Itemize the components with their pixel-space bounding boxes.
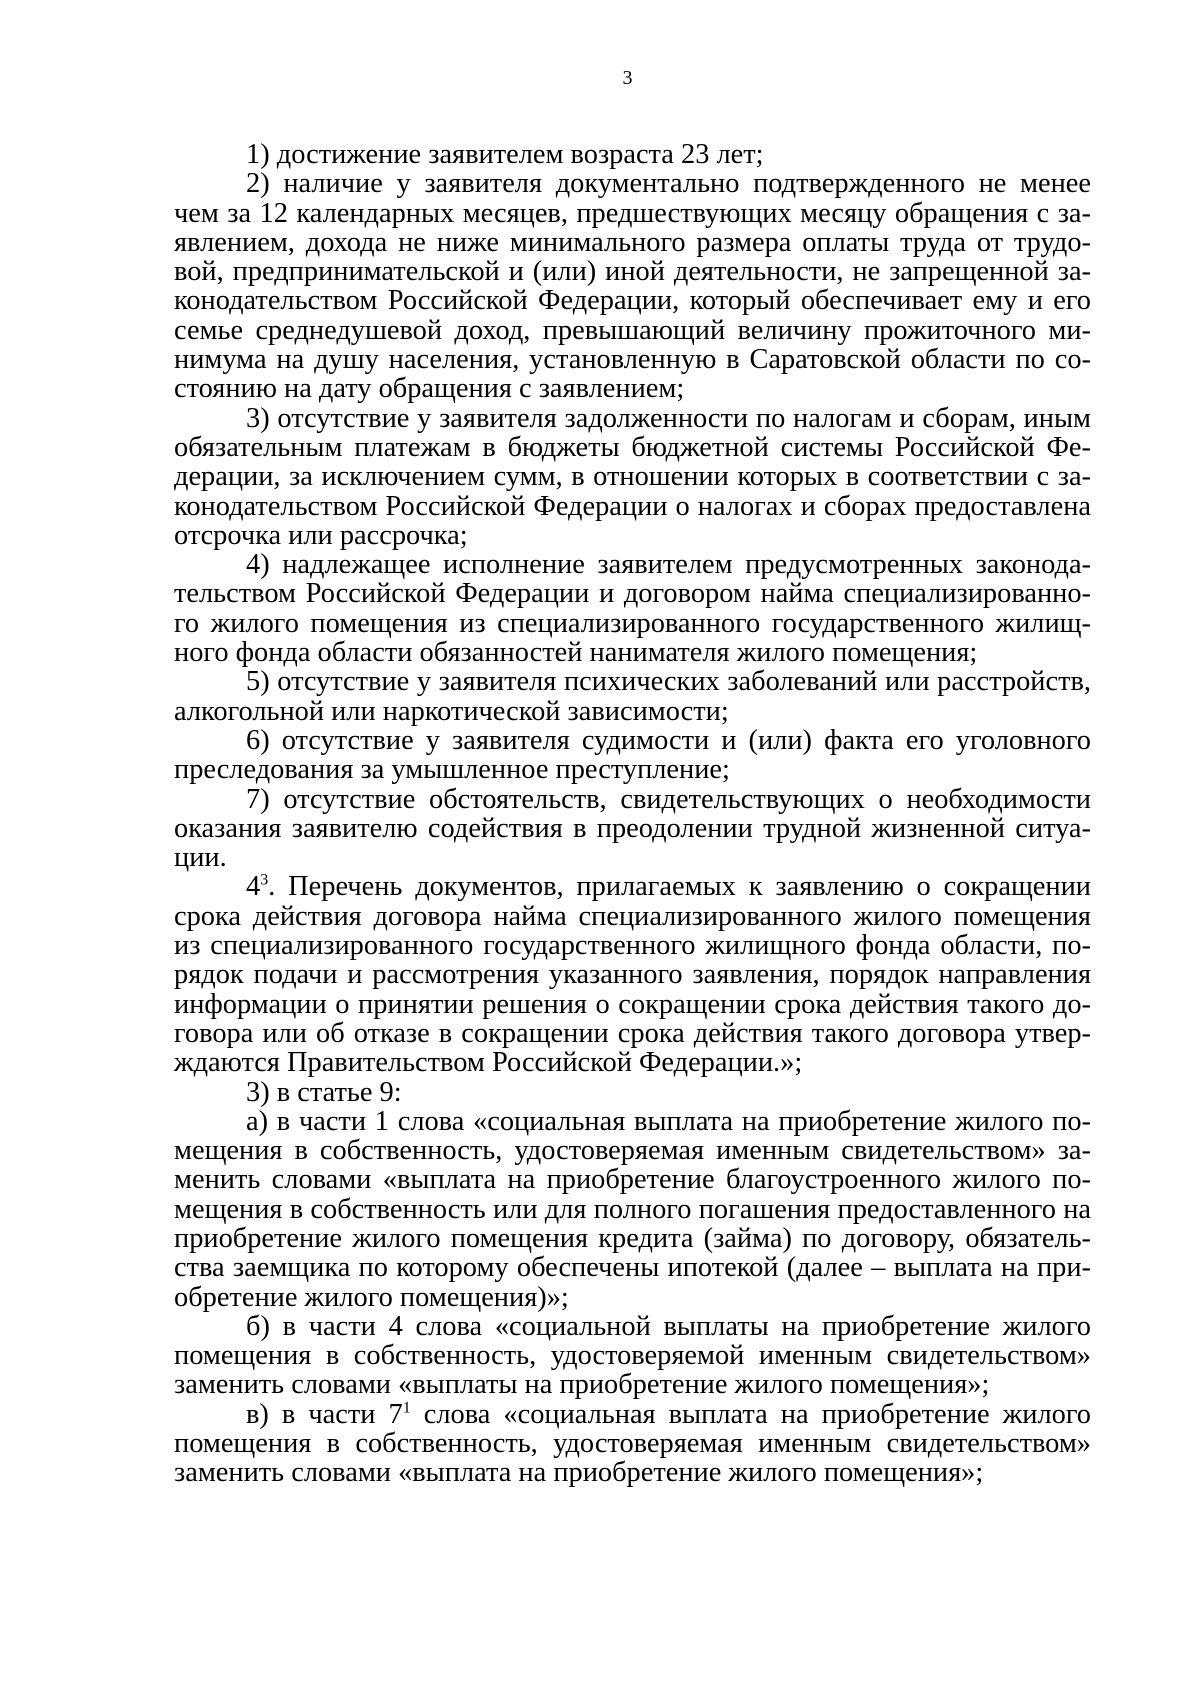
paragraph-line: алкогольной или наркотической зависимости; bbox=[174, 695, 729, 727]
paragraph-line: 6) отсутствие у заявителя судимости и (или) факта его уголовного bbox=[246, 724, 1091, 756]
clause-4-3-line: срока действия договора найма специализированного жилого помещения bbox=[174, 900, 1091, 932]
paragraph-line: 5) отсутствие у заявителя психических заболеваний или расстройств, bbox=[246, 666, 1091, 698]
paragraph-line: семье среднедушевой доход, превышающий величину прожиточного ми- bbox=[174, 314, 1091, 346]
item-b-line: б) в части 4 слова «социальной выплаты на приобретение жилого bbox=[246, 1310, 1091, 1342]
item-a-line: мещения в собственность или для полного погашения предоставленного на bbox=[174, 1193, 1091, 1225]
paragraph-p2 bbox=[174, 169, 1091, 403]
paragraph-line: вой, предпринимательской и (или) иной деятельности, не запрещенной за- bbox=[174, 256, 1091, 288]
item-v-line: заменить словами «выплата на приобретение жилого помещения»; bbox=[174, 1457, 984, 1489]
paragraph-line: дерации, за исключением сумм, в отношении которых в соответствии с за- bbox=[174, 461, 1091, 493]
paragraph-line: конодательством Российской Федерации, который обеспечивает ему и его bbox=[174, 285, 1091, 317]
paragraph-line: ного фонда области обязанностей нанимателя жилого помещения; bbox=[174, 637, 978, 669]
clause-4-3-line: информации о принятии решения о сокращении срока действия такого до- bbox=[174, 988, 1091, 1020]
item-a-line: приобретение жилого помещения кредита (займа) по договору, обязатель- bbox=[174, 1222, 1091, 1254]
paragraph-line: оказания заявителю содействия в преодолении трудной жизненной ситуа- bbox=[174, 812, 1091, 844]
paragraph-p4 bbox=[174, 550, 1091, 667]
clause-4-3-line: рядок подачи и рассмотрения указанного заявления, порядок направления bbox=[174, 959, 1091, 991]
paragraph-line: стоянию на дату обращения с заявлением; bbox=[174, 373, 685, 405]
item-a-line: мещения в собственность, удостоверяемая именным свидетельством» за- bbox=[174, 1135, 1091, 1167]
article-9-amendments bbox=[174, 1078, 1091, 1488]
paragraph-line: чем за 12 календарных месяцев, предшествующих месяцу обращения с за- bbox=[174, 197, 1091, 229]
item-v-first-line: в) в части $7^1$ слова «социальная выплата на приобретение жилого bbox=[246, 1398, 1091, 1430]
paragraph-p1 bbox=[174, 140, 1091, 169]
clause-4-3-line: ждаются Правительством Российской Федерации.»; bbox=[174, 1047, 803, 1079]
clause-4-3-first-line: $4^3$. Перечень документов, прилагаемых к заявлению о сокращении bbox=[246, 871, 1091, 903]
article-9-item-a bbox=[174, 1107, 1091, 1312]
article-9-item-b bbox=[174, 1312, 1091, 1400]
paragraph-p7 bbox=[174, 785, 1091, 873]
page-number: 3 bbox=[622, 67, 633, 89]
paragraph-p3 bbox=[174, 404, 1091, 550]
clause-4-3 bbox=[174, 872, 1091, 1077]
item-v-line: помещения в собственность, удостоверяемая именным свидетельством» bbox=[174, 1428, 1091, 1460]
clause-4-3-number: 4 bbox=[246, 871, 261, 903]
clause-4-3-line: из специализированного государственного жилищного фонда области, по- bbox=[174, 930, 1091, 962]
paragraph-p5 bbox=[174, 667, 1091, 726]
numbered-conditions-list bbox=[174, 140, 1091, 872]
item-a-line: менить словами «выплата на приобретение благоустроенного жилого по- bbox=[174, 1164, 1091, 1196]
paragraph-line: тельством Российской Федерации и договором найма специализированно- bbox=[174, 578, 1091, 610]
article-9-heading: 3) в статье 9: bbox=[246, 1076, 402, 1108]
clause-4-3-line: говора или об отказе в сокращении срока действия такого договора утвер- bbox=[174, 1017, 1091, 1049]
paragraph-line: явлением, дохода не ниже минимального размера оплаты труда от трудо- bbox=[174, 226, 1091, 258]
paragraph-line: 4) надлежащее исполнение заявителем предусмотренных законода- bbox=[246, 549, 1091, 581]
item-a-line: обретение жилого помещения)»; bbox=[174, 1281, 569, 1313]
item-b-line: помещения в собственность, удостоверяемой именным свидетельством» bbox=[174, 1340, 1091, 1372]
paragraph-line: преследования за умышленное преступление; bbox=[174, 754, 730, 786]
paragraph-line: 3) отсутствие у заявителя задолженности по налогам и сборам, иным bbox=[246, 402, 1091, 434]
document-body bbox=[174, 140, 1091, 1488]
item-a-line: ства заемщика по которому обеспечены ипотекой (далее – выплата на при- bbox=[174, 1252, 1091, 1284]
clause-4-3-superscript: 3 bbox=[260, 871, 269, 889]
paragraph-line: конодательством Российской Федерации о налогах и сборах предоставлена bbox=[174, 490, 1091, 522]
item-v-superscript: 1 bbox=[402, 1399, 411, 1417]
paragraph-line: 2) наличие у заявителя документально подтвержденного не менее bbox=[246, 168, 1091, 200]
article-9-item-v bbox=[174, 1400, 1091, 1488]
paragraph-line: го жилого помещения из специализированного государственного жилищ- bbox=[174, 607, 1091, 639]
paragraph-line: 7) отсутствие обстоятельств, свидетельствующих о необходимости bbox=[246, 783, 1091, 815]
item-a-line: а) в части 1 слова «социальная выплата на приобретение жилого по- bbox=[246, 1105, 1091, 1137]
paragraph-line: отсрочка или рассрочка; bbox=[174, 519, 468, 551]
paragraph-line: 1) достижение заявителем возраста 23 лет; bbox=[246, 139, 764, 170]
paragraph-line: обязательным платежам в бюджеты бюджетной системы Российской Фе- bbox=[174, 431, 1091, 463]
paragraph-line: нимума на душу населения, установленную в Саратовской области по со- bbox=[174, 344, 1091, 376]
paragraph-line: ции. bbox=[174, 842, 227, 874]
paragraph-p6 bbox=[174, 726, 1091, 785]
item-b-line: заменить словами «выплаты на приобретение жилого помещения»; bbox=[174, 1369, 990, 1401]
